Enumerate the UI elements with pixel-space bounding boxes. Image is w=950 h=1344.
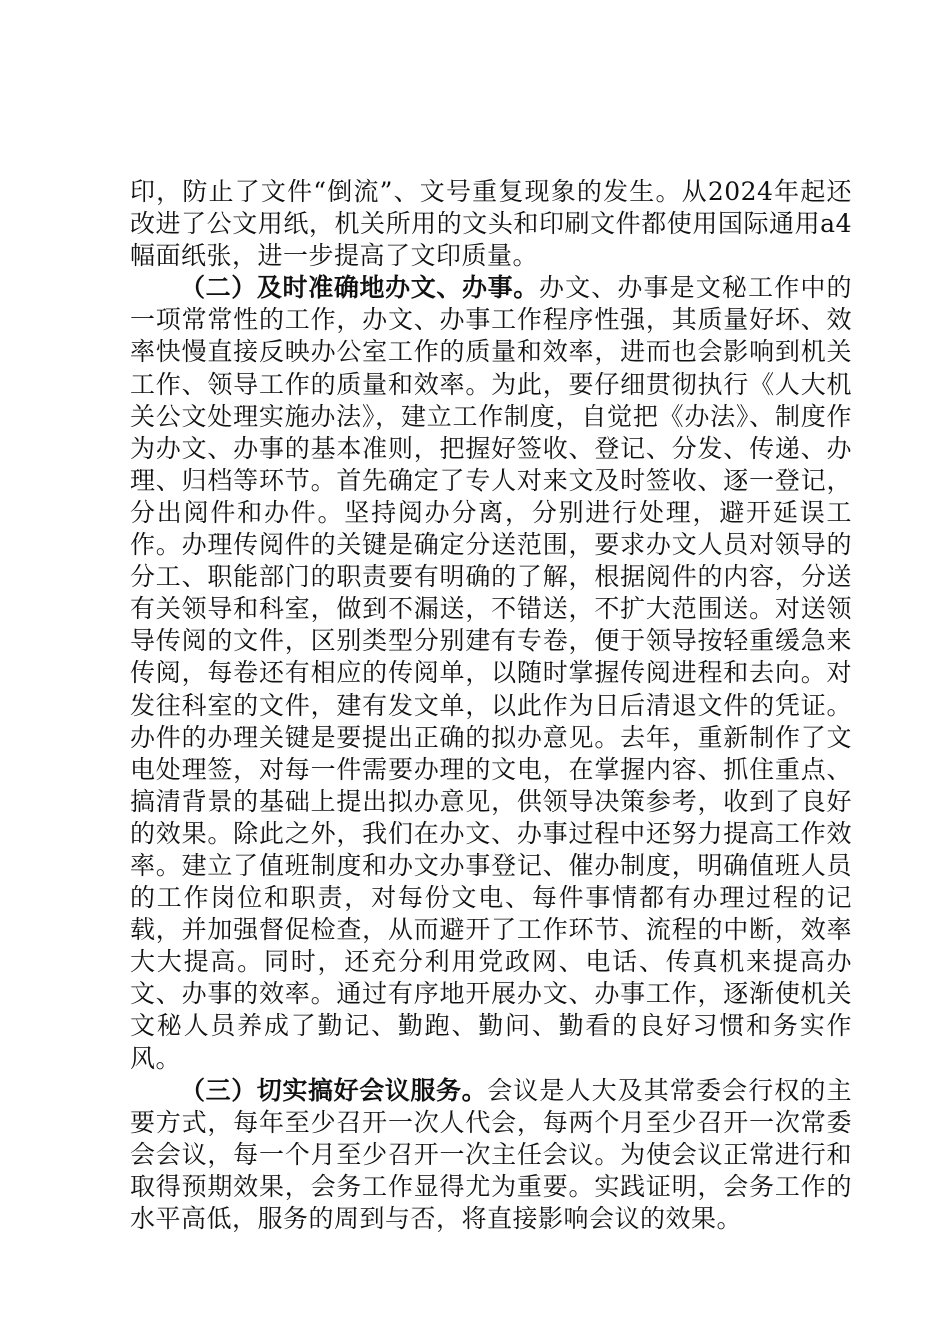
paragraph-section-2 bbox=[130, 272, 852, 1074]
document-body bbox=[130, 176, 852, 1235]
section-heading: （三）切实搞好会议服务。 bbox=[180, 1075, 488, 1105]
paragraph-text: 会议是人大及其常委会行权的主要方式，每年至少召开一次人代会，每两个月至少召开一次常委会会议，每一个月至少召开一次主任会议。为使会议正常进行和取得预期效果，会务工作显得尤为重要。实践证明，会务工作的水平高低，服务的周到与否，将直接影响会议的效果。 bbox=[130, 1075, 852, 1233]
paragraph-text: 办文、办事是文秘工作中的一项常常性的工作，办文、办事工作程序性强，其质量好坏、效率快慢直接反映办公室工作的质量和效率，进而也会影响到机关工作、领导工作的质量和效率。为此，要仔细贯彻执行《人大机关公文处理实施办法》，建立工作制度，自觉把《办法》、制度作为办文、办事的基本准则，把握好签收、登记、分发、传递、办理、归档等环节。首先确定了专人对来文及时签收、逐一登记，分出阅件和办件。坚持阅办分离，分别进行处理，避开延误工作。办理传阅件的关键是确定分送范围，要求办文人员对领导的分工、职能部门的职责要有明确的了解，根据阅件的内容，分送有关领导和科室，做到不漏送，不错送，不扩大范围送。对送领导传阅的文件，区别类型分别建有专卷，便于领导按轻重缓急来传阅，每卷还有相应的传阅单，以随时掌握传阅进程和去向。对发往科室的文件，建有发文单，以此作为日后清退文件的凭证。办件的办理关键是要提出正确的拟办意见。去年，重新制作了文电处理签，对每一件需要办理的文电，在掌握内容、抓住重点、搞清背景的基础上提出拟办意见，供领导决策参考，收到了良好的效果。除此之外，我们在办文、办事过程中还努力提高工作效率。建立了值班制度和办文办事登记、催办制度，明确值班人员的工作岗位和职责，对每份文电、每件事情都有办理过程的记载，并加强督促检查，从而避开了工作环节、流程的中断，效率大大提高。同时，还充分利用党政网、电话、传真机来提高办文、办事的效率。通过有序地开展办文、办事工作，逐渐使机关文秘人员养成了勤记、勤跑、勤问、勤看的良好习惯和务实作风。 bbox=[130, 273, 852, 1073]
section-heading: （二）及时准确地办文、办事。 bbox=[180, 273, 539, 303]
paragraph-section-3 bbox=[130, 1075, 852, 1235]
paragraph-text: 印，防止了文件“倒流”、文号重复现象的发生。从2024年起还改进了公文用纸，机关所用的文头和印刷文件都使用国际通用a4幅面纸张，进一步提高了文印质量。 bbox=[130, 177, 852, 271]
paragraph-continuation bbox=[130, 176, 852, 272]
